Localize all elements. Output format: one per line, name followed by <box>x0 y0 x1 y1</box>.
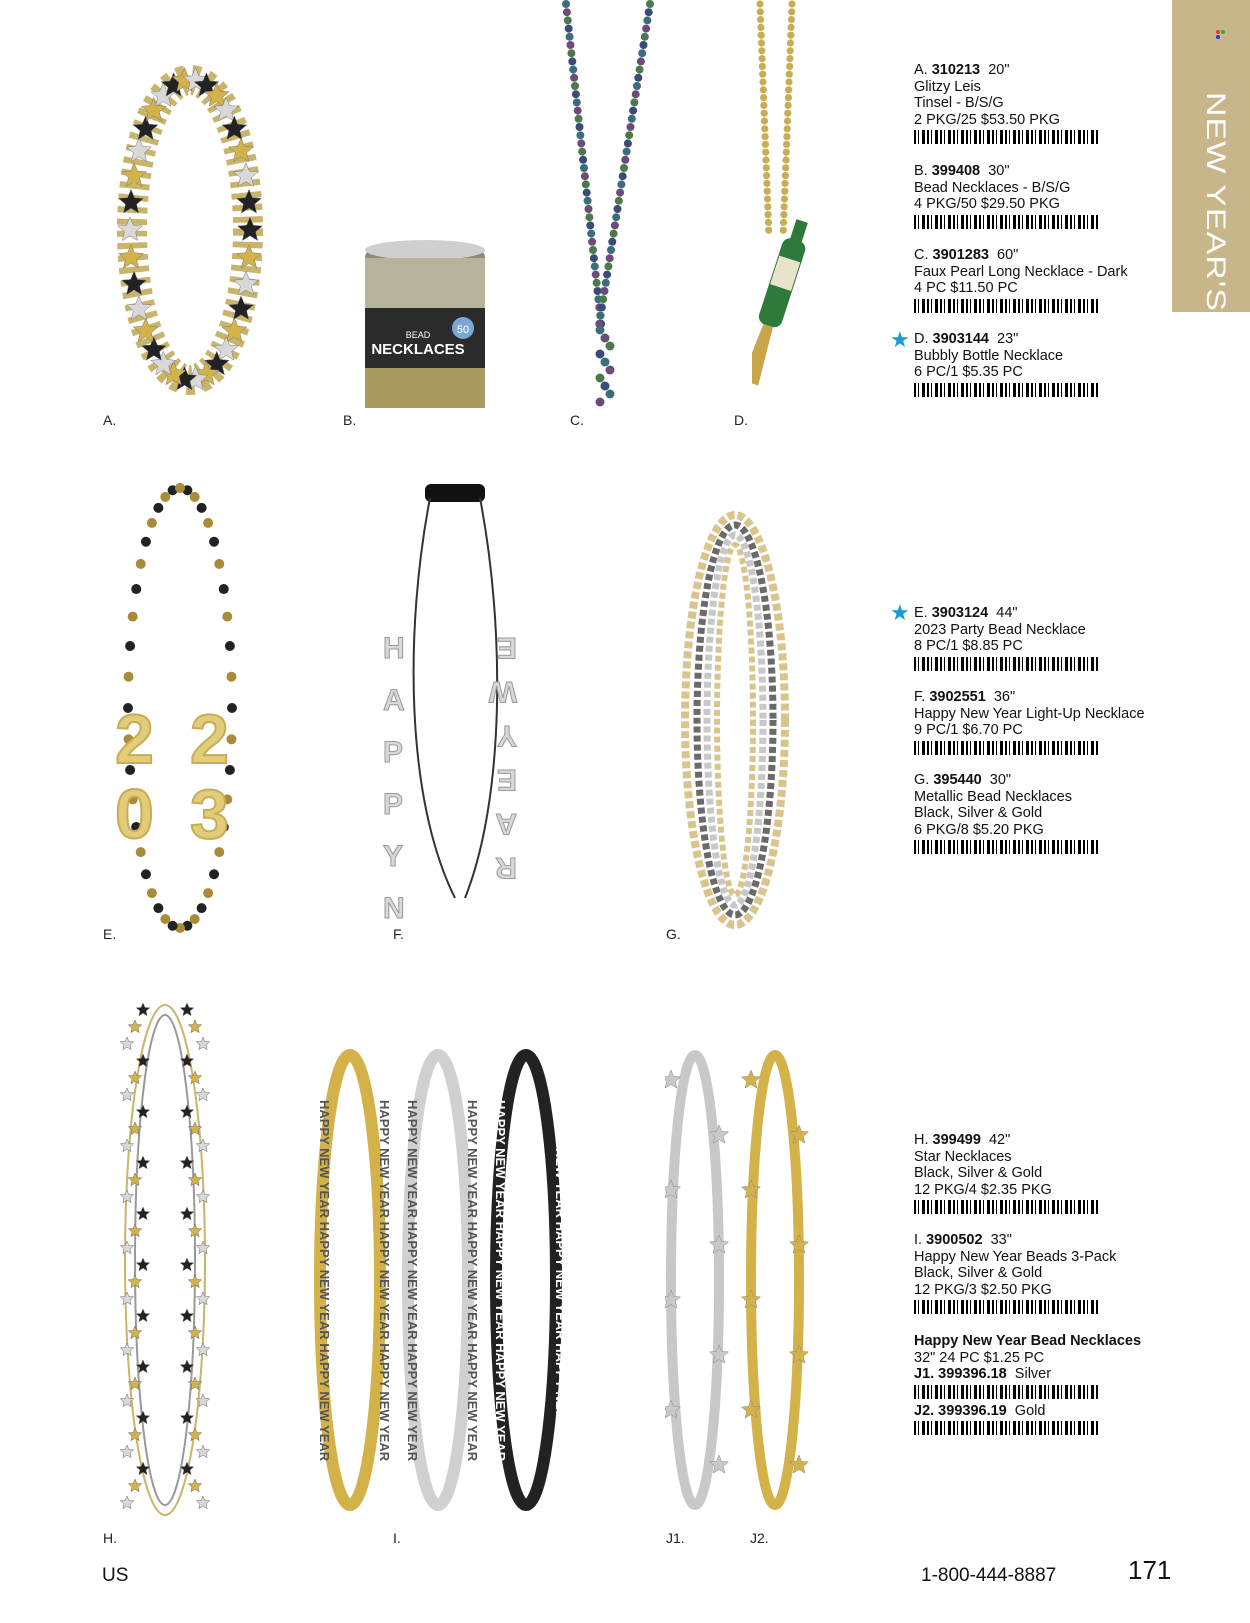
svg-text:0: 0 <box>115 775 154 853</box>
logo-icon <box>1216 30 1226 40</box>
svg-text:Y: Y <box>496 719 517 752</box>
image-label-b: B. <box>343 412 357 428</box>
product-image-a <box>100 40 280 420</box>
image-label-f: F. <box>393 926 404 942</box>
product-image-c <box>560 0 670 425</box>
item-info-c: C. 3901283 60" Faux Pearl Long Necklace - Dark 4 PC $11.50 PC <box>914 247 1164 313</box>
product-image-f <box>375 478 545 938</box>
svg-text:2: 2 <box>190 700 229 778</box>
svg-text:P: P <box>383 788 404 821</box>
svg-text:BEAD: BEAD <box>405 330 431 340</box>
product-image-g <box>670 505 800 935</box>
footer-phone: 1-800-444-8887 <box>921 1565 1057 1586</box>
item-info-i: I. 3900502 33" Happy New Year Beads 3-Pack Black, Silver & Gold 12 PKG/3 $2.50 PKG <box>914 1232 1164 1314</box>
image-label-d: D. <box>734 412 748 428</box>
page-number: 171 <box>1128 1555 1172 1585</box>
new-item-star-icon: ★ <box>890 327 910 352</box>
svg-text:E: E <box>496 763 517 796</box>
svg-text:NECKLACES: NECKLACES <box>371 341 465 358</box>
product-image-b <box>360 238 490 418</box>
barcode <box>914 1200 1100 1214</box>
product-image-j <box>665 1040 815 1530</box>
svg-text:E: E <box>496 631 517 664</box>
footer-region: US <box>102 1565 129 1586</box>
barcode <box>914 1421 1100 1435</box>
svg-text:3: 3 <box>190 775 229 853</box>
image-label-c: C. <box>570 412 584 428</box>
svg-text:W: W <box>488 675 517 708</box>
product-image-d <box>752 0 832 425</box>
barcode <box>914 215 1100 229</box>
image-label-i: I. <box>393 1530 401 1546</box>
new-item-star-icon: ★ <box>890 600 910 625</box>
product-image-i <box>310 1040 590 1530</box>
svg-text:R: R <box>495 851 517 884</box>
section-tab-label: NEW YEAR'S <box>1200 92 1231 312</box>
barcode <box>914 840 1100 854</box>
item-info-j: Happy New Year Bead Necklaces 32" 24 PC $1.25 PC J1. 399396.18 Silver J2. 399396.19 Gold <box>914 1333 1164 1435</box>
svg-text:2: 2 <box>115 700 154 778</box>
item-info-g: G. 395440 30" Metallic Bead Necklaces Black, Silver & Gold 6 PKG/8 $5.20 PKG <box>914 772 1164 854</box>
svg-text:HAPPY NEW YEAR HAPPY NEW YEAR: HAPPY NEW YEAR HAPPY NEW YEAR HAPPY NEW YEAR <box>377 1100 392 1462</box>
svg-text:HAPPY NEW YEAR HAPPY NEW YEAR: HAPPY NEW YEAR HAPPY NEW YEAR HAPPY NEW YEAR <box>493 1100 508 1462</box>
svg-text:Y: Y <box>383 840 404 873</box>
svg-text:HAPPY NEW YEAR HAPPY NEW YEAR: HAPPY NEW YEAR HAPPY NEW YEAR HAPPY NEW YEAR <box>553 1100 568 1462</box>
svg-text:HAPPY NEW YEAR HAPPY NEW YEAR: HAPPY NEW YEAR HAPPY NEW YEAR HAPPY NEW YEAR <box>405 1100 420 1462</box>
svg-text:HAPPY NEW YEAR HAPPY NEW YEAR: HAPPY NEW YEAR HAPPY NEW YEAR HAPPY NEW YEAR <box>465 1100 480 1462</box>
svg-text:HAPPY NEW YEAR HAPPY NEW YEAR: HAPPY NEW YEAR HAPPY NEW YEAR HAPPY NEW YEAR <box>317 1100 332 1462</box>
image-label-g: G. <box>666 926 681 942</box>
image-label-h: H. <box>103 1530 117 1546</box>
svg-text:N: N <box>383 892 405 925</box>
barcode <box>914 383 1100 397</box>
svg-text:H: H <box>383 632 405 665</box>
barcode <box>914 657 1100 671</box>
svg-text:A: A <box>383 684 405 717</box>
image-label-j2: J2. <box>750 1530 769 1546</box>
section-tab <box>1172 0 1250 312</box>
item-info-a: A. 310213 20" Glitzy Leis Tinsel - B/S/G 2 PKG/25 $53.50 PKG <box>914 62 1164 144</box>
barcode <box>914 130 1100 144</box>
image-label-j1: J1. <box>666 1530 685 1546</box>
image-label-a: A. <box>103 412 117 428</box>
item-info-d: D. 3903144 23" Bubbly Bottle Necklace 6 PC/1 $5.35 PC <box>914 331 1164 397</box>
barcode <box>914 299 1100 313</box>
barcode <box>914 741 1100 755</box>
barcode <box>914 1385 1100 1399</box>
image-label-e: E. <box>103 926 117 942</box>
item-info-e: E. 3903124 44" 2023 Party Bead Necklace 8 PC/1 $8.85 PC <box>914 605 1164 671</box>
svg-text:A: A <box>495 807 517 840</box>
product-image-h <box>110 990 220 1530</box>
item-info-f: F. 3902551 36" Happy New Year Light-Up Necklace 9 PC/1 $6.70 PC <box>914 689 1164 755</box>
svg-text:P: P <box>383 736 404 769</box>
svg-text:50: 50 <box>456 324 470 336</box>
item-info-b: B. 399408 30" Bead Necklaces - B/S/G 4 PKG/50 $29.50 PKG <box>914 163 1164 229</box>
item-info-h: H. 399499 42" Star Necklaces Black, Silver & Gold 12 PKG/4 $2.35 PKG <box>914 1132 1164 1214</box>
product-image-e <box>110 478 250 938</box>
barcode <box>914 1300 1100 1314</box>
